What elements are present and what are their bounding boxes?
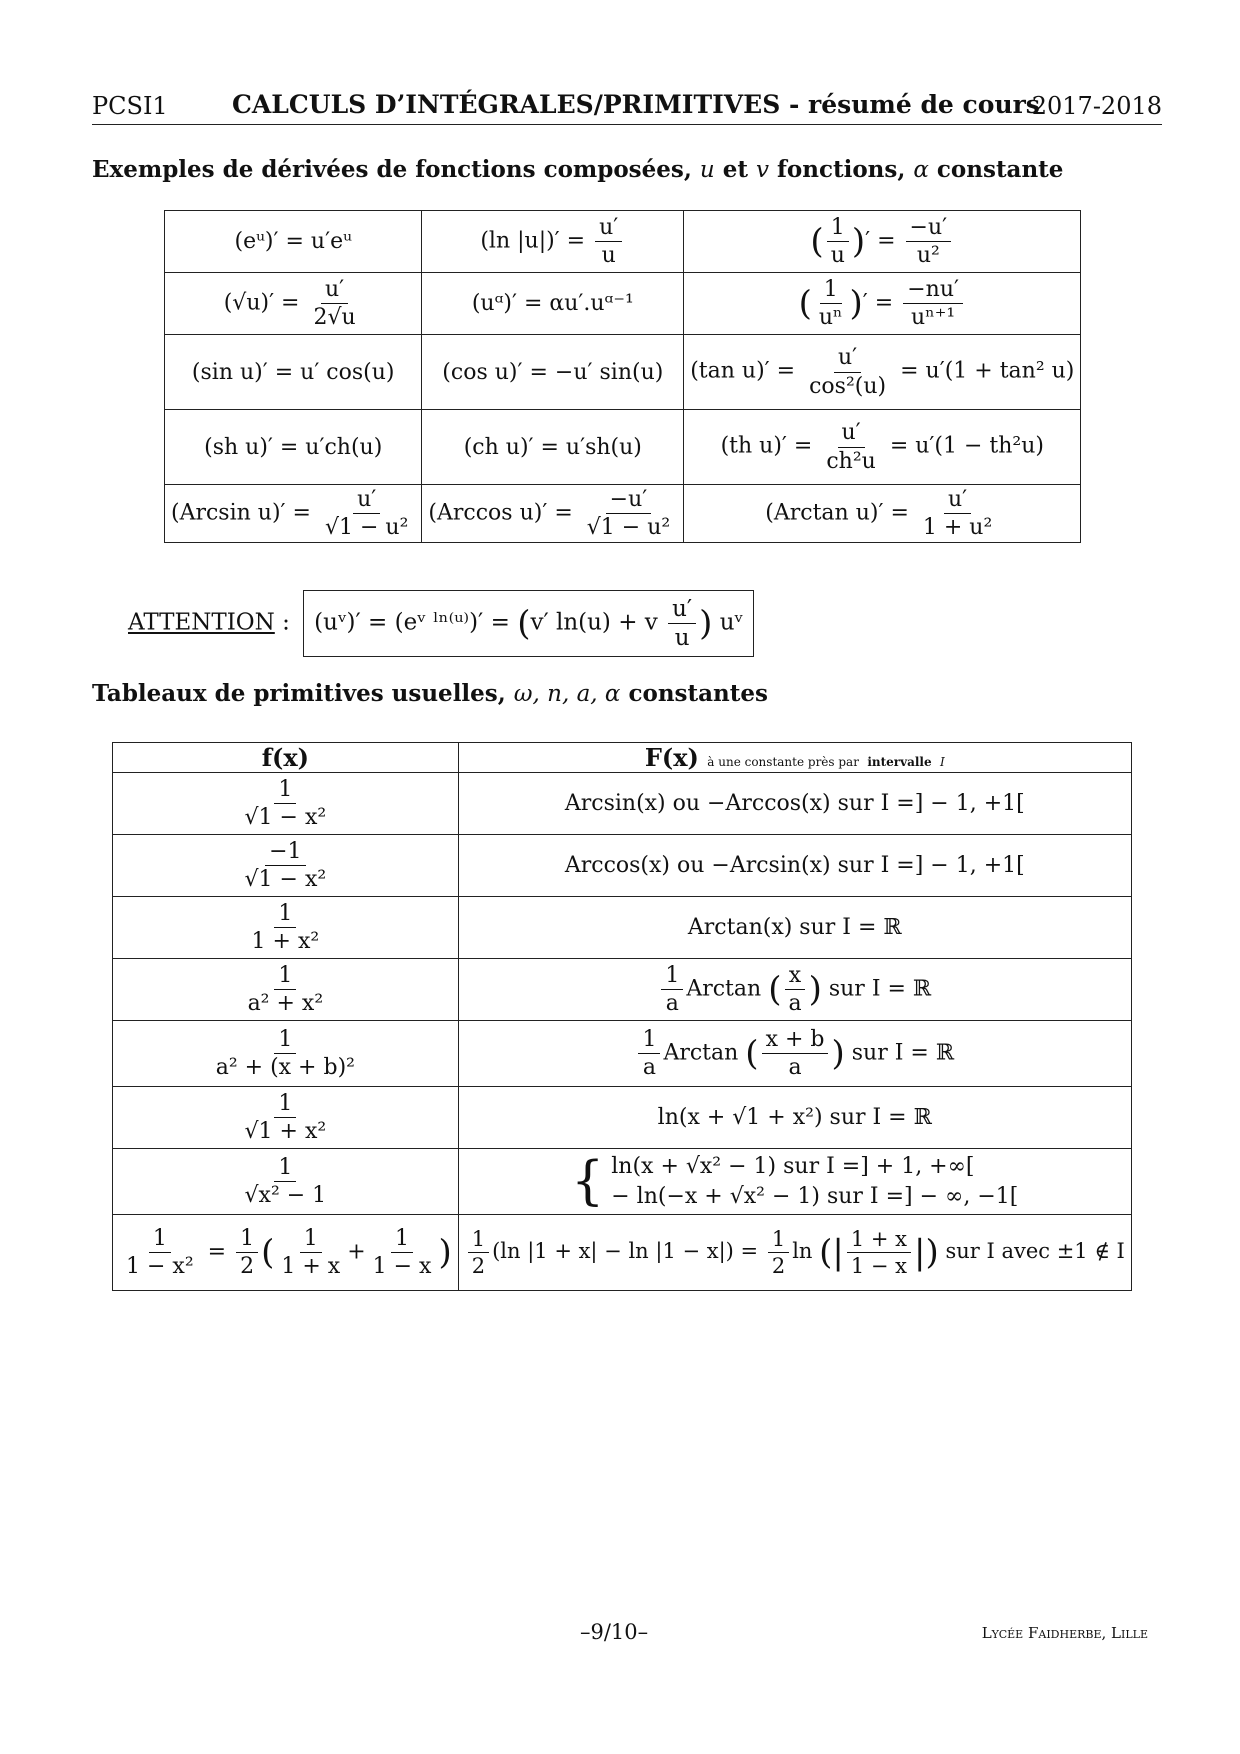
header-F: F(x) à une constante près par intervalle I xyxy=(458,743,1131,773)
cell-ln: (ln |u|)′ = $\frac{u'}{u}$ xyxy=(422,211,684,273)
attention-note: ATTENTION : (uᵛ)′ = (eᵛ ˡⁿ⁽ᵘ⁾)′ = (v′ ln(u) + v $\frac{u'}{u}$ ) uᵛ xyxy=(128,590,754,657)
cell-th: (th u)′ = $\frac{u'}{\text{ch²u}}$ = u′(1 − th²u) xyxy=(684,410,1081,485)
cell-ch: (ch u)′ = u′sh(u) xyxy=(422,410,684,485)
cell-sin: (sin u)′ = u′ cos(u) xyxy=(165,335,422,410)
class-name: PCSI1 xyxy=(92,92,168,120)
school-name: Lycée Faidherbe, Lille xyxy=(981,1624,1148,1642)
school-year: 2017-2018 xyxy=(1031,92,1162,120)
cell-inverse-power: ( $\frac{1}{\text{uⁿ}}$ )′ = $\frac{-nu'}{\text{uⁿ⁺¹}}$ xyxy=(684,273,1081,335)
cell-arccos: (Arccos u)′ = $\frac{-u'}{\text{√1 − u²}}$ xyxy=(422,485,684,543)
cell-sh: (sh u)′ = u′ch(u) xyxy=(165,410,422,485)
derivatives-table xyxy=(164,210,1081,543)
attention-label: ATTENTION xyxy=(128,609,275,636)
primitives-table xyxy=(112,742,1132,1291)
cell-arctan: (Arctan u)′ = $\frac{u'}{\text{1 + u²}}$ xyxy=(684,485,1081,543)
header-f: f(x) xyxy=(113,743,459,773)
table-row: $\frac{1}{\text{a² + (x + b)²}}$ $\frac{1}{a}$ Arctan ( $\frac{x + b}{a}$ ) sur I = ℝ xyxy=(113,1021,1132,1087)
document-title: CALCULS D’INTÉGRALES/PRIMITIVES - résumé de cours xyxy=(232,90,1040,119)
table-row: $\frac{1}{\text{√x² − 1}}$ { ln(x + √x² − 1) sur I =] + 1, +∞[ − ln(−x + √x² − 1) sur I =] − ∞, −1[ xyxy=(113,1149,1132,1215)
cell-sqrt: (√u)′ = $\frac{u'}{2√u}$ xyxy=(165,273,422,335)
cell-exp: (eᵘ)′ = u′eᵘ xyxy=(165,211,422,273)
section-primitives-title: Tableaux de primitives usuelles, ω, n, a, α constantes xyxy=(92,680,768,707)
cell-cos: (cos u)′ = −u′ sin(u) xyxy=(422,335,684,410)
table-row: $\frac{-1}{\text{√1 − x²}}$ Arccos(x) ou −Arcsin(x) sur I =] − 1, +1[ xyxy=(113,835,1132,897)
table-row: $\frac{1}{\text{√1 − x²}}$ Arcsin(x) ou −Arccos(x) sur I =] − 1, +1[ xyxy=(113,773,1132,835)
table-row: $\frac{1}{\text{a² + x²}}$ $\frac{1}{a}$ Arctan ( $\frac{x}{a}$ ) sur I = ℝ xyxy=(113,959,1132,1021)
attention-formula: (uᵛ)′ = (eᵛ ˡⁿ⁽ᵘ⁾)′ = (v′ ln(u) + v $\frac{u'}{u}$ ) uᵛ xyxy=(303,590,754,657)
table-row: $\frac{1}{\text{√1 + x²}}$ ln(x + √1 + x²) sur I = ℝ xyxy=(113,1087,1132,1149)
table-row: $\frac{1}{\text{1 + x²}}$ Arctan(x) sur I = ℝ xyxy=(113,897,1132,959)
cell-power: (uᵅ)′ = αu′.uᵅ⁻¹ xyxy=(422,273,684,335)
cell-inverse: ( $\frac{1}{u}$ )′ = $\frac{-u'}{\text{u²}}$ xyxy=(684,211,1081,273)
page-header xyxy=(92,88,1162,125)
page-number: –9/10– xyxy=(580,1620,649,1644)
section-derivatives-title: Exemples de dérivées de fonctions composées, u et v fonctions, α constante xyxy=(92,156,1064,183)
table-row: $\frac{1}{\text{1 − x²}}$ = $\frac{1}{2}$ ( $\frac{1}{1 + x}$ + $\frac{1}{1 - x}$ ) $\frac{1}{2}$ (ln |1 + x| − ln |1 − x|) = $\frac{1}{2}$ ln (| $\frac{1 + x}{1 - x}$ |) sur I avec ±1 ∉ I xyxy=(113,1215,1132,1291)
cell-tan: (tan u)′ = $\frac{u'}{\text{cos²(u)}}$ = u′(1 + tan² u) xyxy=(684,335,1081,410)
cell-arcsin: (Arcsin u)′ = $\frac{u'}{\text{√1 − u²}}$ xyxy=(165,485,422,543)
